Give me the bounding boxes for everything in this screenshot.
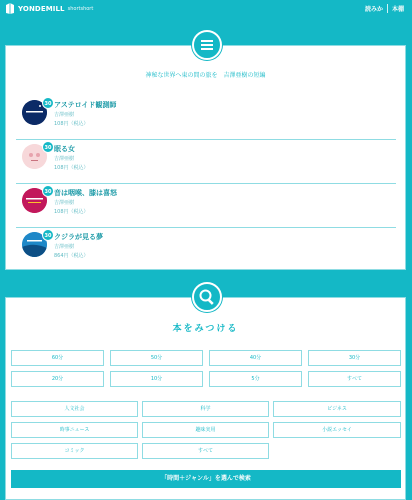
genre-button[interactable]: 時事ニュース <box>11 422 138 438</box>
book-price: 108円（税込） <box>54 121 89 127</box>
book-author: 吉澤亜樹 <box>54 200 75 206</box>
top-nav <box>361 4 408 13</box>
genre-button[interactable]: コミック <box>11 443 138 459</box>
book-title[interactable]: アステロイド観測師 <box>54 101 117 109</box>
time-button[interactable]: 60分 <box>11 350 104 366</box>
book-item[interactable] <box>16 96 396 140</box>
find-title: 本をみつける <box>172 324 239 334</box>
book-item[interactable] <box>16 228 396 272</box>
logo[interactable] <box>5 3 93 14</box>
category-title[interactable]: 神秘な世界へ東の間の旅を 吉澤亜樹の短編 <box>145 72 266 79</box>
points-badge: 30 <box>42 141 54 153</box>
nav-divider <box>387 4 388 13</box>
search-icon <box>194 284 220 310</box>
time-button[interactable]: すべて <box>308 371 401 387</box>
genre-button[interactable]: 人文社会 <box>11 401 138 417</box>
search-badge[interactable] <box>192 282 222 312</box>
menu-icon <box>194 32 220 58</box>
book-title[interactable]: 音は咽喉、膝は喜怒 <box>54 189 117 197</box>
book-author: 吉澤亜樹 <box>54 156 75 162</box>
nav-bookshelf[interactable]: 本棚 <box>391 6 404 13</box>
points-badge: 30 <box>42 185 54 197</box>
search-button[interactable]: 「時間＋ジャンル」を選んで検索 <box>11 470 401 488</box>
book-item[interactable] <box>16 140 396 184</box>
time-button[interactable]: 20分 <box>11 371 104 387</box>
time-button[interactable]: 40分 <box>209 350 302 366</box>
book-author: 吉澤亜樹 <box>54 112 75 118</box>
genre-button[interactable]: ビジネス <box>273 401 401 417</box>
featured-card <box>5 45 406 270</box>
find-books-card <box>5 297 406 500</box>
book-price: 108円（税込） <box>54 165 89 171</box>
time-button[interactable]: 5分 <box>209 371 302 387</box>
brand-name: YONDEMILL <box>18 4 65 13</box>
time-button[interactable]: 50分 <box>110 350 203 366</box>
points-badge: 30 <box>42 229 54 241</box>
book-title[interactable]: 眠る女 <box>54 145 75 153</box>
points-badge: 30 <box>42 97 54 109</box>
genre-button[interactable]: すべて <box>142 443 269 459</box>
nav-reading[interactable]: 読みか <box>364 6 383 13</box>
brand-sub: shortshort <box>67 5 94 12</box>
book-author: 吉澤亜樹 <box>54 244 75 250</box>
top-bar <box>0 0 412 18</box>
book-logo-icon <box>5 3 15 14</box>
book-item[interactable] <box>16 184 396 228</box>
book-price: 108円（税込） <box>54 209 89 215</box>
book-price: 864円（税込） <box>54 253 89 259</box>
genre-button[interactable]: 科学 <box>142 401 269 417</box>
menu-badge[interactable] <box>192 30 222 60</box>
book-title[interactable]: クジラが見る夢 <box>54 233 103 241</box>
genre-button[interactable]: 趣味実用 <box>142 422 269 438</box>
time-button[interactable]: 10分 <box>110 371 203 387</box>
time-button[interactable]: 30分 <box>308 350 401 366</box>
genre-button[interactable]: 小説エッセイ <box>273 422 401 438</box>
